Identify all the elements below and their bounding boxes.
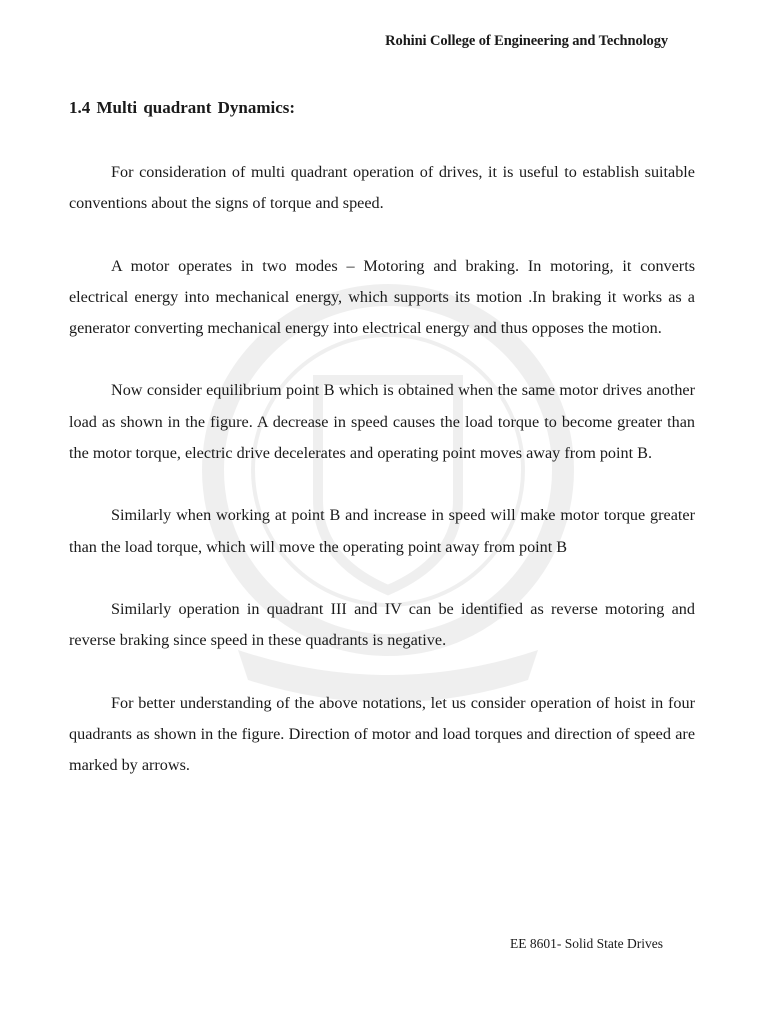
paragraph: Similarly when working at point B and increase in speed will make motor torque greater than the load torque, which will move the operating point away from point B: [69, 506, 695, 556]
paragraph: For consideration of multi quadrant operation of drives, it is useful to establish suitable conventions about the signs of torque and speed.: [69, 163, 695, 213]
paragraph: Similarly operation in quadrant III and IV can be identified as reverse motoring and reverse braking since speed in these quadrants is negative.: [69, 599, 695, 650]
course-footer: EE 8601- Solid State Drives: [510, 936, 663, 951]
paragraph: A motor operates in two modes – Motoring and braking. In motoring, it converts electrical energy into mechanical energy, which supports its motion .In braking it works as a generator converting mechanical energy into electrical energy and thus opposes the motion.: [69, 256, 695, 338]
body-text: [69, 157, 695, 812]
institution-header: Rohini College of Engineering and Technology: [385, 33, 668, 49]
paragraph: For better understanding of the above notations, let us consider operation of hoist in four quadrants as shown in the figure. Direction of motor and load torques and direction of speed are marked by arrows.: [69, 693, 695, 775]
section-heading: 1.4 Multi quadrant Dynamics:: [69, 98, 296, 117]
paragraph: Now consider equilibrium point B which is obtained when the same motor drives another load as shown in the figure. A decrease in speed causes the load torque to become greater than the motor torque, electric drive decelerates and operating point moves away from point B.: [69, 381, 695, 463]
